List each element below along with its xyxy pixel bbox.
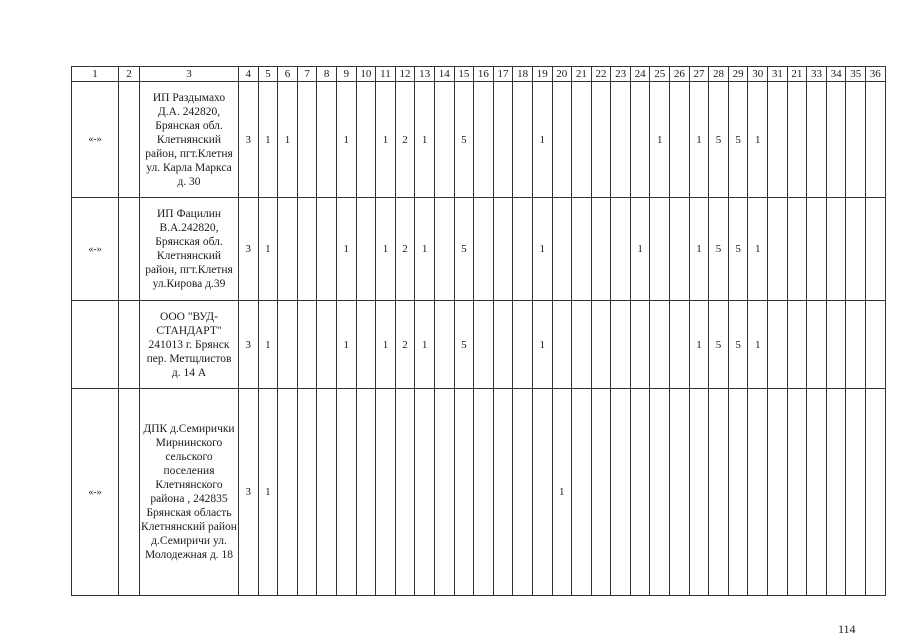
header-cell: 22 — [591, 67, 611, 82]
header-cell: 26 — [670, 67, 690, 82]
value-cell: 1 — [258, 301, 278, 389]
value-cell — [513, 82, 533, 198]
header-cell: 28 — [709, 67, 729, 82]
value-cell: 3 — [239, 389, 259, 596]
header-cell: 36 — [866, 67, 886, 82]
value-cell — [611, 301, 631, 389]
value-cell — [356, 198, 376, 301]
value-cell — [611, 198, 631, 301]
value-cell: 1 — [689, 198, 709, 301]
value-cell — [591, 389, 611, 596]
value-cell: 1 — [552, 389, 572, 596]
header-cell: 29 — [728, 67, 748, 82]
value-cell — [826, 198, 846, 301]
value-cell: 1 — [748, 301, 768, 389]
value-cell: 1 — [258, 82, 278, 198]
value-cell — [866, 301, 886, 389]
header-cell: 27 — [689, 67, 709, 82]
party-cell: ИП Раздымахо Д.А. 242820, Брянская обл. Клетнянский район, пгт.Клетня ул. Карла Маркса д. 30 — [140, 82, 239, 198]
value-cell — [650, 389, 670, 596]
value-cell — [787, 301, 807, 389]
value-cell — [572, 198, 592, 301]
data-table — [71, 66, 886, 596]
value-cell — [552, 198, 572, 301]
value-cell — [317, 301, 337, 389]
value-cell — [670, 301, 690, 389]
header-cell: 13 — [415, 67, 435, 82]
header-cell: 21 — [787, 67, 807, 82]
value-cell — [317, 82, 337, 198]
value-cell: 1 — [336, 198, 356, 301]
value-cell — [846, 389, 866, 596]
header-cell: 11 — [376, 67, 396, 82]
party-cell: ООО "ВУД-СТАНДАРТ" 241013 г. Брянск пер. Метщлистов д. 14 А — [140, 301, 239, 389]
value-cell — [376, 389, 396, 596]
header-cell: 24 — [630, 67, 650, 82]
header-cell: 18 — [513, 67, 533, 82]
table-row — [72, 301, 886, 389]
header-cell: 5 — [258, 67, 278, 82]
header-cell: 3 — [140, 67, 239, 82]
header-cell: 8 — [317, 67, 337, 82]
party-cell: ДПК д.Семирички Мирнинского сельского поселения Клетнянского района , 242835 Брянская область Клетнянский район д.Семиричи ул. Молодежная д. 18 — [140, 389, 239, 596]
value-cell — [474, 389, 494, 596]
value-cell — [826, 389, 846, 596]
value-cell — [611, 389, 631, 596]
value-cell: 1 — [630, 198, 650, 301]
value-cell — [493, 301, 513, 389]
header-cell: 19 — [532, 67, 552, 82]
value-cell — [846, 198, 866, 301]
value-cell — [572, 82, 592, 198]
value-cell — [768, 301, 788, 389]
value-cell: 1 — [258, 389, 278, 596]
value-cell: 5 — [709, 301, 729, 389]
header-cell: 35 — [846, 67, 866, 82]
value-cell: 1 — [336, 301, 356, 389]
value-cell — [513, 301, 533, 389]
value-cell: 1 — [689, 82, 709, 198]
value-cell: 2 — [395, 198, 415, 301]
value-cell — [297, 82, 317, 198]
value-cell — [650, 198, 670, 301]
value-cell — [787, 389, 807, 596]
value-cell — [728, 389, 748, 596]
value-cell — [846, 82, 866, 198]
header-cell: 30 — [748, 67, 768, 82]
value-cell — [552, 82, 572, 198]
header-cell: 34 — [826, 67, 846, 82]
header-cell: 14 — [434, 67, 454, 82]
header-cell: 17 — [493, 67, 513, 82]
value-cell — [689, 389, 709, 596]
value-cell — [297, 198, 317, 301]
value-cell — [493, 82, 513, 198]
value-cell: 1 — [689, 301, 709, 389]
value-cell — [513, 389, 533, 596]
value-cell — [630, 301, 650, 389]
value-cell — [474, 82, 494, 198]
value-cell — [591, 301, 611, 389]
value-cell — [591, 198, 611, 301]
value-cell — [395, 389, 415, 596]
page-number: 114 — [838, 622, 856, 636]
value-cell: 5 — [728, 198, 748, 301]
value-cell — [336, 389, 356, 596]
value-cell — [768, 82, 788, 198]
row-mark: «-» — [72, 389, 119, 596]
value-cell — [493, 389, 513, 596]
value-cell: 1 — [336, 82, 356, 198]
value-cell: 3 — [239, 301, 259, 389]
value-cell — [787, 82, 807, 198]
value-cell — [709, 389, 729, 596]
value-cell: 1 — [532, 198, 552, 301]
value-cell — [748, 389, 768, 596]
row-mark: «-» — [72, 82, 119, 198]
value-cell — [474, 198, 494, 301]
header-cell: 20 — [552, 67, 572, 82]
header-cell: 6 — [278, 67, 298, 82]
value-cell — [493, 198, 513, 301]
header-cell: 10 — [356, 67, 376, 82]
value-cell — [552, 301, 572, 389]
value-cell: 1 — [278, 82, 298, 198]
value-cell: 1 — [376, 301, 396, 389]
value-cell — [846, 301, 866, 389]
value-cell — [670, 82, 690, 198]
value-cell — [807, 82, 827, 198]
value-cell — [532, 389, 552, 596]
value-cell — [356, 82, 376, 198]
value-cell — [670, 198, 690, 301]
row-col2 — [119, 301, 140, 389]
value-cell: 1 — [415, 198, 435, 301]
header-cell: 16 — [474, 67, 494, 82]
header-cell: 21 — [572, 67, 592, 82]
value-cell — [434, 389, 454, 596]
value-cell: 1 — [748, 198, 768, 301]
header-cell: 15 — [454, 67, 474, 82]
header-cell: 25 — [650, 67, 670, 82]
header-cell: 9 — [336, 67, 356, 82]
value-cell: 1 — [415, 301, 435, 389]
value-cell — [434, 301, 454, 389]
value-cell: 1 — [415, 82, 435, 198]
value-cell — [866, 82, 886, 198]
row-col2 — [119, 389, 140, 596]
value-cell — [670, 389, 690, 596]
header-cell: 12 — [395, 67, 415, 82]
value-cell — [768, 198, 788, 301]
value-cell — [787, 198, 807, 301]
party-cell: ИП Фацилин В.А.242820, Брянская обл. Клетнянский район, пгт.Клетня ул.Кирова д.39 — [140, 198, 239, 301]
table-row — [72, 389, 886, 596]
row-col2 — [119, 198, 140, 301]
value-cell: 2 — [395, 82, 415, 198]
header-cell: 7 — [297, 67, 317, 82]
table-row — [72, 198, 886, 301]
value-cell: 5 — [454, 301, 474, 389]
table-row — [72, 82, 886, 198]
value-cell: 1 — [650, 82, 670, 198]
value-cell — [356, 301, 376, 389]
value-cell — [474, 301, 494, 389]
value-cell: 5 — [709, 198, 729, 301]
value-cell — [807, 301, 827, 389]
value-cell: 3 — [239, 82, 259, 198]
value-cell — [415, 389, 435, 596]
header-cell: 23 — [611, 67, 631, 82]
value-cell: 5 — [454, 82, 474, 198]
value-cell — [826, 82, 846, 198]
row-mark: «-» — [72, 198, 119, 301]
value-cell — [297, 301, 317, 389]
value-cell — [513, 198, 533, 301]
value-cell — [434, 198, 454, 301]
value-cell — [278, 198, 298, 301]
value-cell: 3 — [239, 198, 259, 301]
row-mark — [72, 301, 119, 389]
row-col2 — [119, 82, 140, 198]
value-cell: 1 — [258, 198, 278, 301]
header-cell: 31 — [768, 67, 788, 82]
value-cell — [611, 82, 631, 198]
value-cell — [317, 198, 337, 301]
value-cell — [768, 389, 788, 596]
value-cell — [356, 389, 376, 596]
value-cell: 1 — [532, 301, 552, 389]
value-cell — [650, 301, 670, 389]
header-row — [72, 67, 886, 82]
value-cell — [866, 198, 886, 301]
value-cell — [454, 389, 474, 596]
value-cell: 2 — [395, 301, 415, 389]
value-cell — [317, 389, 337, 596]
value-cell — [826, 301, 846, 389]
value-cell: 1 — [376, 198, 396, 301]
value-cell — [630, 82, 650, 198]
header-cell: 1 — [72, 67, 119, 82]
value-cell — [572, 301, 592, 389]
value-cell — [297, 389, 317, 596]
value-cell: 5 — [454, 198, 474, 301]
value-cell — [630, 389, 650, 596]
value-cell — [278, 389, 298, 596]
value-cell — [434, 82, 454, 198]
table-body — [72, 67, 886, 596]
value-cell — [591, 82, 611, 198]
header-cell: 4 — [239, 67, 259, 82]
value-cell — [807, 198, 827, 301]
value-cell: 1 — [376, 82, 396, 198]
value-cell — [572, 389, 592, 596]
value-cell: 5 — [709, 82, 729, 198]
value-cell: 5 — [728, 82, 748, 198]
value-cell — [807, 389, 827, 596]
value-cell — [866, 389, 886, 596]
value-cell — [278, 301, 298, 389]
header-cell: 33 — [807, 67, 827, 82]
value-cell: 1 — [748, 82, 768, 198]
header-cell: 2 — [119, 67, 140, 82]
value-cell: 5 — [728, 301, 748, 389]
value-cell: 1 — [532, 82, 552, 198]
